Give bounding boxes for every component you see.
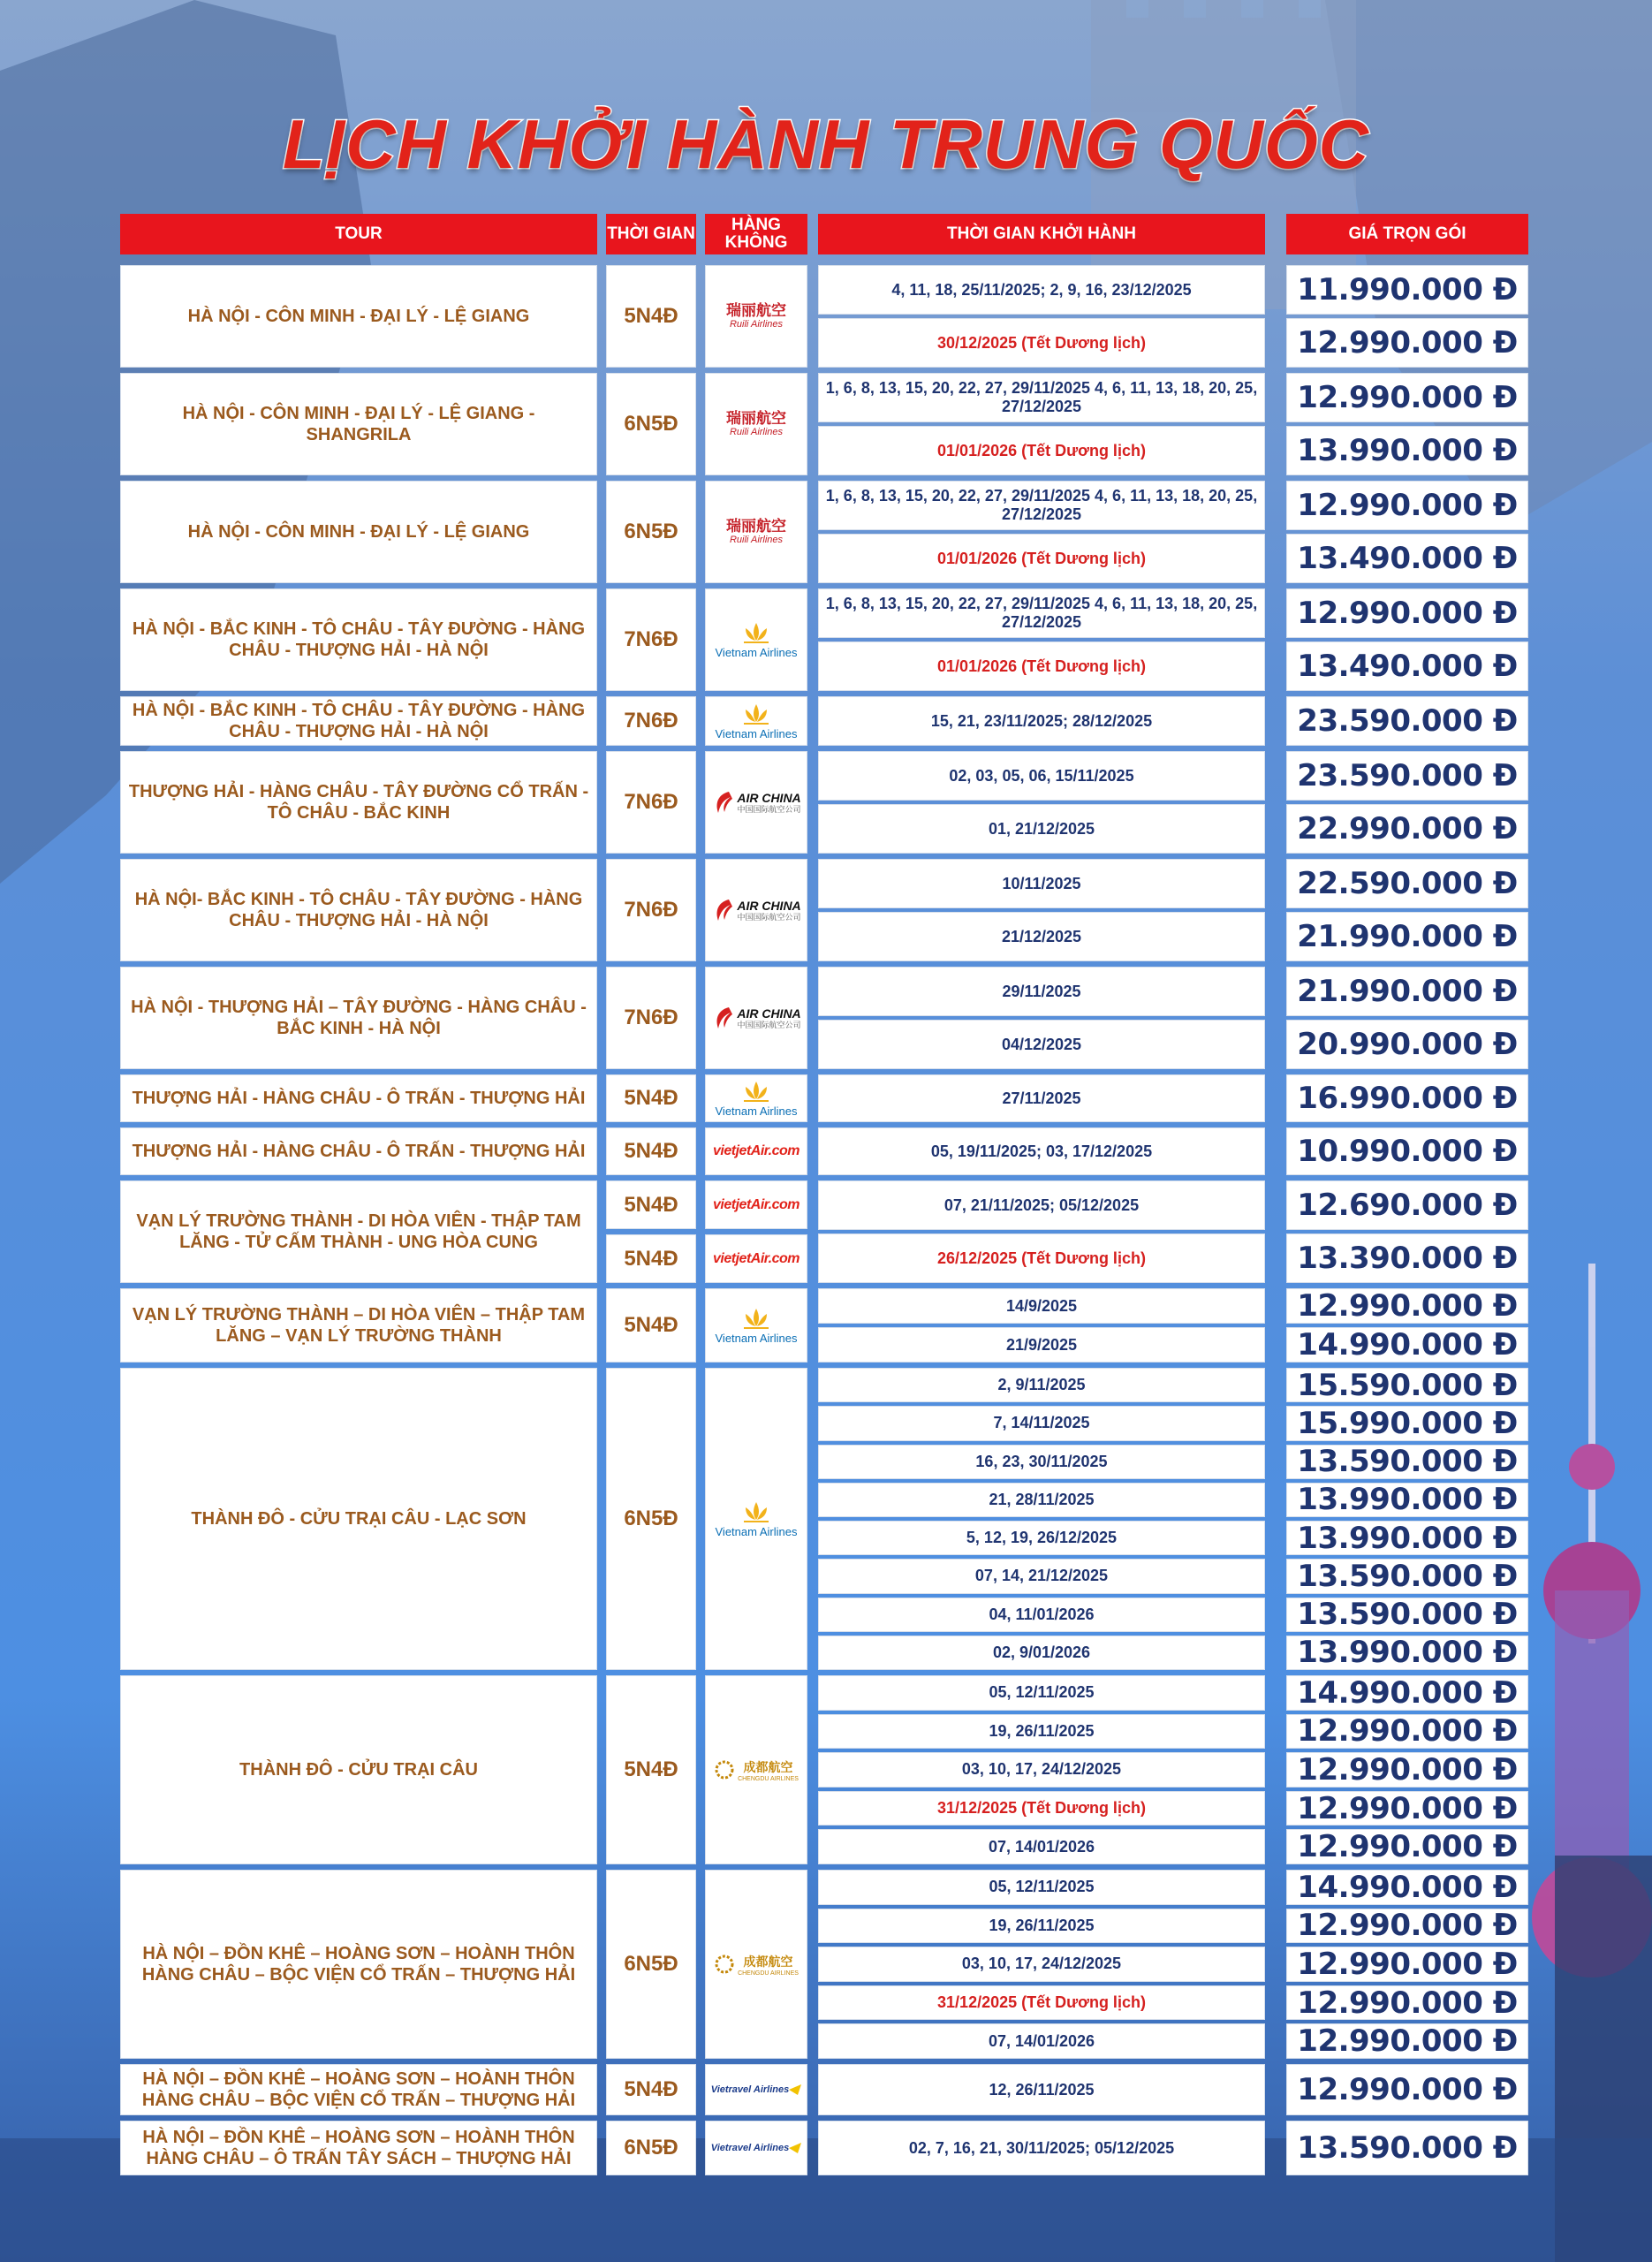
package-price: 14.990.000 Đ <box>1286 1327 1528 1363</box>
header-airline: HÀNG KHÔNG <box>705 214 807 254</box>
tour-duration: 6N5Đ <box>606 2121 696 2175</box>
tour-duration: 6N5Đ <box>606 1870 696 2059</box>
airline-name-en: Ruili Airlines <box>729 535 784 545</box>
departure-date: 2, 9/11/2025 <box>818 1368 1265 1402</box>
airline-name: Vietnam Airlines <box>715 1104 798 1118</box>
tour-duration: 7N6Đ <box>606 859 696 961</box>
departure-date: 07, 14, 21/12/2025 <box>818 1559 1265 1593</box>
airline-name-zh: 中国国际航空公司 <box>737 912 801 922</box>
departure-date: 26/12/2025 (Tết Dương lịch) <box>818 1233 1265 1283</box>
header-duration: THỜI GIAN <box>606 214 696 254</box>
airline-wordmark <box>711 2143 801 2153</box>
sun-bird-icon <box>714 1759 735 1780</box>
airline-name-en: AIR CHINA <box>737 898 801 913</box>
airline-logo <box>705 373 807 475</box>
tour-duration: 5N4Đ <box>606 2064 696 2115</box>
departure-date: 30/12/2025 (Tết Dương lịch) <box>818 318 1265 368</box>
departure-date: 01/01/2026 (Tết Dương lịch) <box>818 534 1265 583</box>
tour-duration: 7N6Đ <box>606 588 696 691</box>
departure-date: 1, 6, 8, 13, 15, 20, 22, 27, 29/11/2025 4, 6, 11, 13, 18, 20, 25, 27/12/2025 <box>818 481 1265 530</box>
airline-name-zh: 瑞丽航空 <box>726 410 786 427</box>
tour-duration: 6N5Đ <box>606 1368 696 1670</box>
airline-wordmark <box>714 1953 799 1977</box>
airline-logo <box>705 2064 807 2115</box>
tour-name: HÀ NỘI - CÔN MINH - ĐẠI LÝ - LỆ GIANG <box>120 265 597 368</box>
airline-logo <box>705 1127 807 1175</box>
departure-date: 31/12/2025 (Tết Dương lịch) <box>818 1791 1265 1826</box>
airline-name-en: Ruili Airlines <box>729 319 784 330</box>
package-price: 13.390.000 Đ <box>1286 1233 1528 1283</box>
airline-name-zh: 成都航空 <box>743 1759 793 1774</box>
wing-icon <box>789 2084 801 2095</box>
departure-date: 04/12/2025 <box>818 1020 1265 1069</box>
tour-name: HÀ NỘI - CÔN MINH - ĐẠI LÝ - LỆ GIANG - SHANGRILA <box>120 373 597 475</box>
package-price: 16.990.000 Đ <box>1286 1074 1528 1122</box>
departure-date: 29/11/2025 <box>818 967 1265 1016</box>
airline-name-zh: 成都航空 <box>743 1954 793 1969</box>
package-price: 12.990.000 Đ <box>1286 1752 1528 1788</box>
package-price: 13.590.000 Đ <box>1286 1445 1528 1479</box>
airline-name: vietjetAir.com <box>713 1250 799 1266</box>
package-price: 12.990.000 Đ <box>1286 373 1528 422</box>
tour-name: THƯỢNG HẢI - HÀNG CHÂU - Ô TRẤN - THƯỢNG HẢI <box>120 1127 597 1175</box>
package-price: 13.990.000 Đ <box>1286 426 1528 475</box>
departure-date: 02, 7, 16, 21, 30/11/2025; 05/12/2025 <box>818 2121 1265 2175</box>
airline-logo <box>705 2121 807 2175</box>
tour-name: THƯỢNG HẢI - HÀNG CHÂU - Ô TRẤN - THƯỢNG HẢI <box>120 1074 597 1122</box>
airline-name-en: CHENGDU AIRLINES <box>738 1775 799 1782</box>
tour-duration: 6N5Đ <box>606 373 696 475</box>
airline-logo <box>705 1870 807 2059</box>
departure-date: 03, 10, 17, 24/12/2025 <box>818 1947 1265 1982</box>
package-price: 12.990.000 Đ <box>1286 1909 1528 1944</box>
phoenix-icon <box>711 789 734 816</box>
package-price: 13.490.000 Đ <box>1286 534 1528 583</box>
tour-name: VẠN LÝ TRƯỜNG THÀNH - DI HÒA VIÊN - THẬP TAM LĂNG - TỬ CẤM THÀNH - UNG HÒA CUNG <box>120 1180 597 1283</box>
tour-duration: 5N4Đ <box>606 265 696 368</box>
tour-duration: 7N6Đ <box>606 696 696 746</box>
airline-name-en: AIR CHINA <box>737 790 801 805</box>
phoenix-icon <box>711 897 734 923</box>
departure-date: 07, 14/01/2026 <box>818 1829 1265 1864</box>
header-departure: THỜI GIAN KHỞI HÀNH <box>818 214 1265 254</box>
airline-logo <box>705 859 807 961</box>
departure-date: 4, 11, 18, 25/11/2025; 2, 9, 16, 23/12/2025 <box>818 265 1265 315</box>
airline-logo <box>705 481 807 583</box>
airline-logo <box>705 1180 807 1229</box>
airline-name-en: Ruili Airlines <box>729 427 784 437</box>
airline-name: vietjetAir.com <box>713 1143 799 1158</box>
tour-name: THƯỢNG HẢI - HÀNG CHÂU - TÂY ĐƯỜNG CỔ TRẤN - TÔ CHÂU - BẮC KINH <box>120 751 597 854</box>
tour-duration: 5N4Đ <box>606 1288 696 1363</box>
package-price: 12.990.000 Đ <box>1286 2023 1528 2059</box>
departure-date: 10/11/2025 <box>818 859 1265 908</box>
departure-date: 21, 28/11/2025 <box>818 1483 1265 1517</box>
tour-name: THÀNH ĐÔ - CỬU TRẠI CÂU - LẠC SƠN <box>120 1368 597 1670</box>
tour-duration: 5N4Đ <box>606 1074 696 1122</box>
package-price: 15.590.000 Đ <box>1286 1368 1528 1402</box>
departure-date: 02, 03, 05, 06, 15/11/2025 <box>818 751 1265 801</box>
departure-date: 07, 14/01/2026 <box>818 2023 1265 2059</box>
departure-date: 31/12/2025 (Tết Dương lịch) <box>818 1985 1265 2021</box>
airline-logo <box>705 588 807 691</box>
airline-logo <box>705 1368 807 1670</box>
airline-logo <box>705 967 807 1069</box>
airline-logo <box>705 1288 807 1363</box>
airline-name: Vietravel Airlines <box>710 2143 790 2153</box>
departure-date: 12, 26/11/2025 <box>818 2064 1265 2115</box>
lotus-icon <box>739 1080 774 1103</box>
tour-name: HÀ NỘI - CÔN MINH - ĐẠI LÝ - LỆ GIANG <box>120 481 597 583</box>
package-price: 12.990.000 Đ <box>1286 1714 1528 1750</box>
airline-wordmark <box>714 1758 799 1782</box>
departure-date: 03, 10, 17, 24/12/2025 <box>818 1752 1265 1788</box>
package-price: 12.990.000 Đ <box>1286 1985 1528 2021</box>
airline-text <box>738 1758 799 1782</box>
tour-name: HÀ NỘI – ĐỒN KHÊ – HOÀNG SƠN – HOÀNH THÔN HÀNG CHÂU – BỘC VIỆN CỔ TRẤN – THƯỢNG HẢI <box>120 2064 597 2115</box>
tour-name: HÀ NỘI - BẮC KINH - TÔ CHÂU - TÂY ĐƯỜNG - HÀNG CHÂU - THƯỢNG HẢI - HÀ NỘI <box>120 696 597 746</box>
package-price: 14.990.000 Đ <box>1286 1675 1528 1711</box>
departure-date: 21/12/2025 <box>818 912 1265 961</box>
departure-date: 04, 11/01/2026 <box>818 1598 1265 1632</box>
header-price: GIÁ TRỌN GÓI <box>1286 214 1528 254</box>
airline-name: Vietravel Airlines <box>710 2084 790 2095</box>
package-price: 13.590.000 Đ <box>1286 2121 1528 2175</box>
departure-date: 01/01/2026 (Tết Dương lịch) <box>818 641 1265 691</box>
tour-name: HÀ NỘI- BẮC KINH - TÔ CHÂU - TÂY ĐƯỜNG - HÀNG CHÂU - THƯỢNG HẢI - HÀ NỘI <box>120 859 597 961</box>
package-price: 12.990.000 Đ <box>1286 1791 1528 1826</box>
airline-name-zh: 瑞丽航空 <box>726 518 786 535</box>
departure-date: 19, 26/11/2025 <box>818 1909 1265 1944</box>
tour-name: HÀ NỘI - THƯỢNG HẢI – TÂY ĐƯỜNG - HÀNG CHÂU - BẮC KINH - HÀ NỘI <box>120 967 597 1069</box>
package-price: 12.990.000 Đ <box>1286 588 1528 638</box>
tour-name: HÀ NỘI - BẮC KINH - TÔ CHÂU - TÂY ĐƯỜNG - HÀNG CHÂU - THƯỢNG HẢI - HÀ NỘI <box>120 588 597 691</box>
airline-text <box>738 1953 799 1977</box>
tour-duration: 7N6Đ <box>606 967 696 1069</box>
departure-date: 05, 12/11/2025 <box>818 1675 1265 1711</box>
departure-date: 1, 6, 8, 13, 15, 20, 22, 27, 29/11/2025 4, 6, 11, 13, 18, 20, 25, 27/12/2025 <box>818 588 1265 638</box>
airline-logo <box>705 1234 807 1283</box>
departure-date: 16, 23, 30/11/2025 <box>818 1445 1265 1479</box>
departure-date: 15, 21, 23/11/2025; 28/12/2025 <box>818 696 1265 746</box>
package-price: 21.990.000 Đ <box>1286 912 1528 961</box>
package-price: 12.690.000 Đ <box>1286 1180 1528 1230</box>
lotus-icon <box>739 702 774 725</box>
airline-name: Vietnam Airlines <box>715 645 798 659</box>
tour-duration: 5N4Đ <box>606 1675 696 1864</box>
airline-name-zh: 瑞丽航空 <box>726 302 786 319</box>
package-price: 21.990.000 Đ <box>1286 967 1528 1016</box>
package-price: 22.990.000 Đ <box>1286 804 1528 854</box>
package-price: 12.990.000 Đ <box>1286 1829 1528 1864</box>
header-tour: TOUR <box>120 214 597 254</box>
package-price: 22.590.000 Đ <box>1286 859 1528 908</box>
package-price: 13.990.000 Đ <box>1286 1636 1528 1670</box>
airline-name: Vietnam Airlines <box>715 1524 798 1538</box>
tour-duration: 5N4Đ <box>606 1234 696 1283</box>
package-price: 13.590.000 Đ <box>1286 1559 1528 1593</box>
airline-logo <box>705 751 807 854</box>
package-price: 12.990.000 Đ <box>1286 2064 1528 2115</box>
airline-name: Vietnam Airlines <box>715 726 798 740</box>
package-price: 23.590.000 Đ <box>1286 696 1528 746</box>
airline-wordmark <box>711 2084 801 2095</box>
tour-duration: 5N4Đ <box>606 1180 696 1229</box>
tour-name: THÀNH ĐÔ - CỬU TRẠI CÂU <box>120 1675 597 1864</box>
airline-name-zh: 中国国际航空公司 <box>737 1020 801 1029</box>
departure-date: 01, 21/12/2025 <box>818 804 1265 854</box>
package-price: 10.990.000 Đ <box>1286 1127 1528 1175</box>
package-price: 14.990.000 Đ <box>1286 1870 1528 1905</box>
airline-name: Vietnam Airlines <box>715 1331 798 1345</box>
package-price: 12.990.000 Đ <box>1286 481 1528 530</box>
lotus-icon <box>739 1307 774 1330</box>
departure-date: 05, 12/11/2025 <box>818 1870 1265 1905</box>
departure-date: 27/11/2025 <box>818 1074 1265 1122</box>
tour-duration: 7N6Đ <box>606 751 696 854</box>
airline-wordmark <box>737 792 800 814</box>
tour-duration: 5N4Đ <box>606 1127 696 1175</box>
airline-wordmark <box>737 899 800 922</box>
departure-date: 05, 19/11/2025; 03, 17/12/2025 <box>818 1127 1265 1175</box>
wing-icon <box>789 2143 801 2153</box>
airline-wordmark <box>737 1007 800 1029</box>
departure-date: 1, 6, 8, 13, 15, 20, 22, 27, 29/11/2025 4, 6, 11, 13, 18, 20, 25, 27/12/2025 <box>818 373 1265 422</box>
airline-name-en: CHENGDU AIRLINES <box>738 1970 799 1977</box>
tour-name: HÀ NỘI – ĐỒN KHÊ – HOÀNG SƠN – HOÀNH THÔN HÀNG CHÂU – BỘC VIỆN CỔ TRẤN – THƯỢNG HẢI <box>120 1870 597 2059</box>
lotus-icon <box>739 1500 774 1523</box>
package-price: 23.590.000 Đ <box>1286 751 1528 801</box>
departure-date: 7, 14/11/2025 <box>818 1406 1265 1440</box>
airline-name-zh: 中国国际航空公司 <box>737 804 801 814</box>
departure-date: 19, 26/11/2025 <box>818 1714 1265 1750</box>
package-price: 13.990.000 Đ <box>1286 1521 1528 1555</box>
departure-date: 02, 9/01/2026 <box>818 1636 1265 1670</box>
airline-logo <box>705 1074 807 1122</box>
departure-date: 01/01/2026 (Tết Dương lịch) <box>818 426 1265 475</box>
page-title: LỊCH KHỞI HÀNH TRUNG QUỐC <box>283 105 1369 183</box>
departure-date: 21/9/2025 <box>818 1327 1265 1363</box>
airline-logo <box>705 696 807 746</box>
package-price: 11.990.000 Đ <box>1286 265 1528 315</box>
package-price: 13.490.000 Đ <box>1286 641 1528 691</box>
airline-logo <box>705 265 807 368</box>
tour-name: HÀ NỘI – ĐỒN KHÊ – HOÀNG SƠN – HOÀNH THÔN HÀNG CHÂU – Ô TRẤN TÂY SÁCH – THƯỢNG HẢI <box>120 2121 597 2175</box>
package-price: 12.990.000 Đ <box>1286 1288 1528 1324</box>
departure-date: 07, 21/11/2025; 05/12/2025 <box>818 1180 1265 1230</box>
tour-name: VẠN LÝ TRƯỜNG THÀNH – DI HÒA VIÊN – THẬP TAM LĂNG – VẠN LÝ TRƯỜNG THÀNH <box>120 1288 597 1363</box>
airline-name: vietjetAir.com <box>713 1196 799 1212</box>
package-price: 15.990.000 Đ <box>1286 1406 1528 1440</box>
sun-bird-icon <box>714 1954 735 1975</box>
package-price: 12.990.000 Đ <box>1286 1947 1528 1982</box>
package-price: 12.990.000 Đ <box>1286 318 1528 368</box>
airline-logo <box>705 1675 807 1864</box>
lotus-icon <box>739 621 774 644</box>
departure-date: 14/9/2025 <box>818 1288 1265 1324</box>
package-price: 13.990.000 Đ <box>1286 1483 1528 1517</box>
tour-duration: 6N5Đ <box>606 481 696 583</box>
package-price: 13.590.000 Đ <box>1286 1598 1528 1632</box>
airline-name-en: AIR CHINA <box>737 1006 801 1021</box>
departure-date: 5, 12, 19, 26/12/2025 <box>818 1521 1265 1555</box>
package-price: 20.990.000 Đ <box>1286 1020 1528 1069</box>
phoenix-icon <box>711 1005 734 1031</box>
